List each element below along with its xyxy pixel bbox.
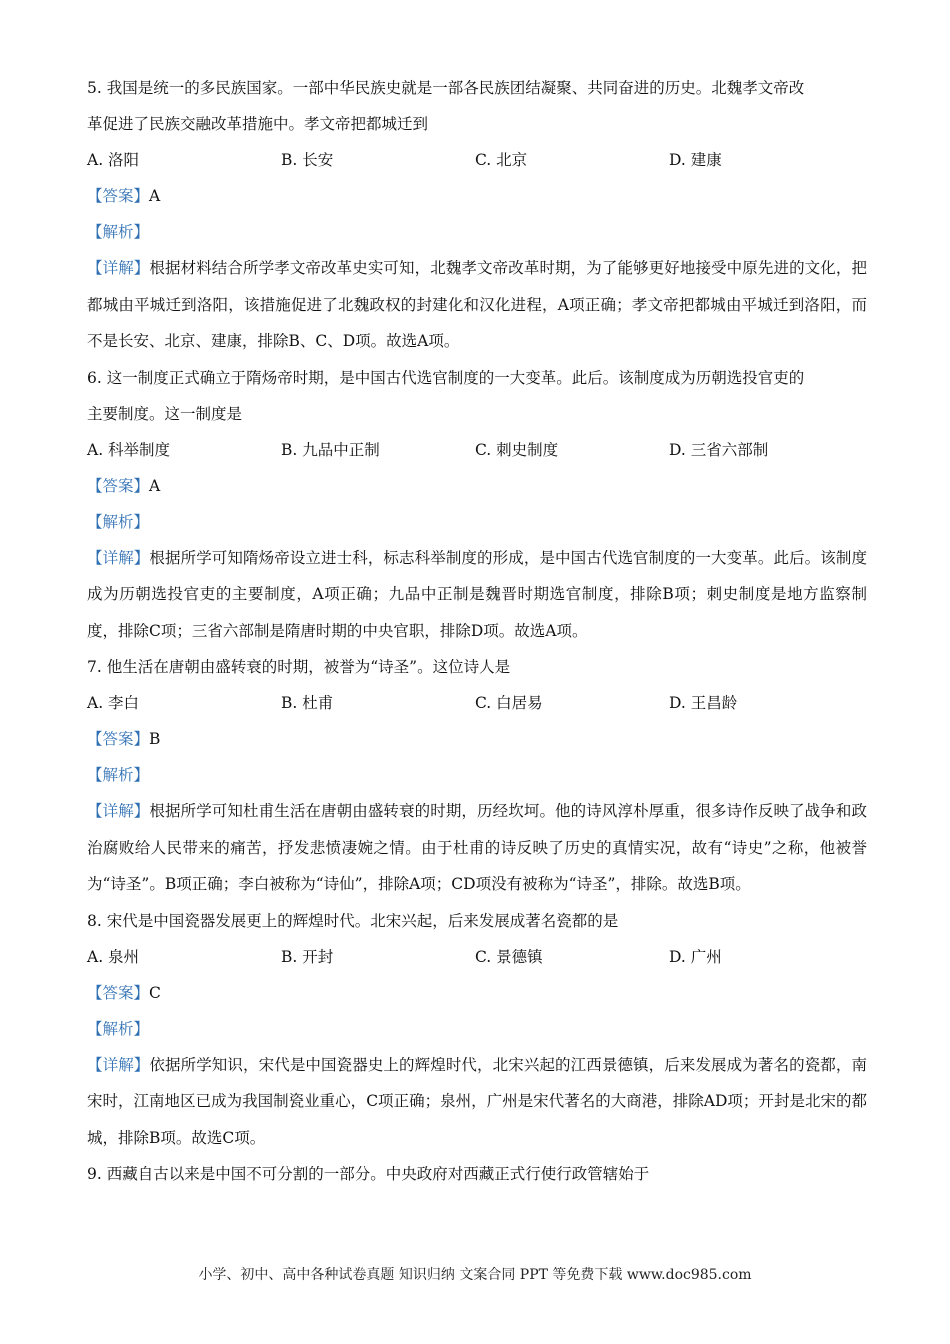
option-a: A. 泉州 [87,947,140,966]
question-stem-line: 7. 他生活在唐朝由盛转衰的时期，被誉为“诗圣”。这位诗人是 [87,658,511,676]
answer-value: C [149,983,161,1002]
option-d: D. 王昌龄 [669,694,738,712]
question-stem-line: 6. 这一制度正式确立于隋炀帝时期，是中国古代选官制度的一大变革。此后。该制度成为历朝选投官吏的 [87,368,805,387]
detail-tag: 【详解】 [87,802,150,820]
answer-line [87,721,867,757]
detail-paragraph [87,793,867,903]
analysis-line [87,757,867,793]
answer-tag: 【答案】 [87,187,150,205]
option-c: C. 景德镇 [475,947,543,966]
analysis-line [87,504,867,540]
detail-paragraph [87,540,867,650]
detail-paragraph [87,250,867,360]
options-row [87,432,867,468]
page-footer: 小学、初中、高中各种试卷真题 知识归纳 文案合同 PPT 等免费下载 www.doc985.com [198,1267,752,1283]
analysis-tag: 【解析】 [87,512,150,531]
option-d: D. 广州 [669,947,722,966]
detail-tag: 【详解】 [87,259,150,277]
option-c: C. 刺史制度 [475,440,559,459]
options-row [87,685,867,721]
answer-line [87,975,867,1011]
question-stem-line: 8. 宋代是中国瓷器发展更上的辉煌时代。北宋兴起，后来发展成著名瓷都的是 [87,911,619,930]
question-stem-line: 5. 我国是统一的多民族国家。一部中华民族史就是一部各民族团结凝聚、共同奋进的历史。北魏孝文帝改 [87,79,805,97]
options-row [87,142,867,178]
exam-content [87,70,867,1192]
option-a: A. 科举制度 [87,440,171,459]
answer-tag: 【答案】 [87,983,150,1002]
answer-tag: 【答案】 [87,476,150,495]
option-b: B. 九品中正制 [281,440,380,459]
option-d: D. 建康 [669,151,722,169]
option-d: D. 三省六部制 [669,440,769,459]
question-stem-line: 主要制度。这一制度是 [87,404,243,423]
answer-value: A [149,187,161,205]
detail-paragraph [87,1047,867,1157]
detail-text: 根据材料结合所学孝文帝改革史实可知，北魏孝文帝改革时期，为了能够更好地接受中原先进的文化，把都城由平城迁到洛阳，该措施促进了北魏政权的封建化和汉化进程，A项正确；孝文帝把都城由平城迁到洛阳，而不是长安、北京、建康，排除B、C、D项。故选A项。 [87,259,867,350]
question-8 [87,903,867,1157]
question-stem-line: 9. 西藏自古以来是中国不可分割的一部分。中央政府对西藏正式行使行政管辖始于 [87,1165,650,1183]
answer-value: B [149,730,161,748]
options-row [87,939,867,975]
question-7 [87,649,867,903]
analysis-line [87,214,867,250]
option-c: C. 北京 [475,151,528,169]
detail-tag: 【详解】 [87,1055,150,1074]
analysis-tag: 【解析】 [87,223,150,241]
analysis-tag: 【解析】 [87,1019,150,1038]
analysis-line [87,1011,867,1047]
option-b: B. 长安 [281,151,334,169]
detail-text: 根据所学可知隋炀帝设立进士科，标志科举制度的形成，是中国古代选官制度的一大变革。此后。该制度成为历朝选投官吏的主要制度，A项正确；九品中正制是魏晋时期选官制度，排除B项；刺史制度是地方监察制度，排除C项；三省六部制是隋唐时期的中央官职，排除D项。故选A项。 [87,548,867,640]
question-stem-line: 革促进了民族交融改革措施中。孝文帝把都城迁到 [87,115,429,133]
question-5 [87,70,867,360]
answer-line [87,178,867,214]
answer-value: A [149,476,161,495]
question-6 [87,360,867,650]
option-b: B. 开封 [281,947,334,966]
question-9 [87,1156,867,1192]
detail-text: 依据所学知识，宋代是中国瓷器史上的辉煌时代，北宋兴起的江西景德镇，后来发展成为著名的瓷都，南宋时，江南地区已成为我国制瓷业重心，C项正确；泉州，广州是宋代著名的大商港，排除AD项；开封是北宋的都城，排除B项。故选C项。 [87,1055,867,1147]
option-c: C. 白居易 [475,694,543,712]
option-a: A. 洛阳 [87,151,140,169]
option-b: B. 杜甫 [281,694,334,712]
option-a: A. 李白 [87,694,140,712]
answer-tag: 【答案】 [87,730,150,748]
detail-tag: 【详解】 [87,548,150,567]
detail-text: 根据所学可知杜甫生活在唐朝由盛转衰的时期，历经坎坷。他的诗风淳朴厚重，很多诗作反映了战争和政治腐败给人民带来的痛苦，抒发悲愤凄婉之情。由于杜甫的诗反映了历史的真情实况，故有“诗史”之称，他被誉为“诗圣”。B项正确；李白被称为“诗仙”，排除A项；CD项没有被称为“诗圣”，排除。故选B项。 [87,802,867,893]
answer-line [87,468,867,504]
analysis-tag: 【解析】 [87,766,150,784]
